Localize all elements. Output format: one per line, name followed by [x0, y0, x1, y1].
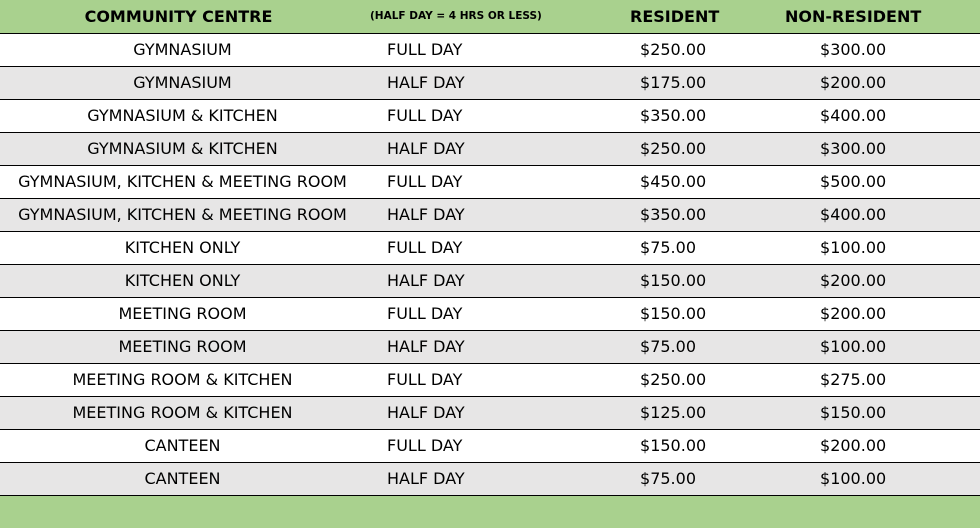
duration-cell: HALF DAY [365, 330, 595, 363]
resident-price-cell: $250.00 [595, 363, 865, 396]
duration-cell: FULL DAY [365, 363, 595, 396]
resident-price-cell: $75.00 [595, 231, 865, 264]
resident-price-cell: $150.00 [595, 264, 865, 297]
resident-price-cell: $350.00 [595, 198, 865, 231]
duration-cell: HALF DAY [365, 264, 595, 297]
duration-cell: FULL DAY [365, 165, 595, 198]
table-row [0, 99, 980, 132]
resident-price-cell: $125.00 [595, 396, 865, 429]
non-resident-price: $300.00 [820, 40, 887, 59]
non-resident-price-cell [820, 165, 980, 198]
duration-cell: HALF DAY [365, 198, 595, 231]
non-resident-price-cell [820, 66, 980, 99]
table-row [0, 231, 980, 264]
footer-bar [0, 495, 980, 528]
non-resident-price: $200.00 [820, 73, 887, 92]
resident-price-cell: $150.00 [595, 297, 865, 330]
duration-cell: HALF DAY [365, 396, 595, 429]
facility-cell: GYMNASIUM [0, 66, 365, 99]
duration-cell: HALF DAY [365, 66, 595, 99]
table-row [0, 165, 980, 198]
facility-cell: CANTEEN [0, 429, 365, 462]
facility-cell: MEETING ROOM & KITCHEN [0, 363, 365, 396]
non-resident-price-cell [820, 396, 980, 429]
resident-price-cell: $150.00 [595, 429, 865, 462]
resident-price-cell: $75.00 [595, 330, 865, 363]
table-row [0, 132, 980, 165]
non-resident-price-cell [820, 99, 980, 132]
non-resident-price-cell [820, 429, 980, 462]
non-resident-price: $200.00 [820, 436, 887, 455]
non-resident-price-cell [820, 330, 980, 363]
duration-cell: FULL DAY [365, 231, 595, 264]
facility-cell: GYMNASIUM & KITCHEN [0, 132, 365, 165]
resident-price-cell: $250.00 [595, 132, 865, 165]
facility-cell: GYMNASIUM [0, 33, 365, 66]
non-resident-price: $200.00 [820, 271, 887, 290]
non-resident-price-cell [820, 132, 980, 165]
non-resident-price-cell [820, 231, 980, 264]
table-row [0, 297, 980, 330]
table-row [0, 462, 980, 495]
non-resident-price-cell [820, 297, 980, 330]
header-row [0, 0, 980, 33]
non-resident-price-cell [820, 363, 980, 396]
table-row [0, 66, 980, 99]
facility-cell: MEETING ROOM & KITCHEN [0, 396, 365, 429]
footer-row [0, 495, 980, 528]
half-day-note-header: (HALF DAY = 4 HRS OR LESS) [365, 0, 595, 33]
table-row [0, 429, 980, 462]
duration-cell: HALF DAY [365, 132, 595, 165]
table-header [0, 0, 980, 33]
non-resident-price: $100.00 [820, 337, 887, 356]
table-row [0, 264, 980, 297]
facility-cell: KITCHEN ONLY [0, 231, 365, 264]
resident-price-cell: $75.00 [595, 462, 865, 495]
non-resident-price-cell [820, 33, 980, 66]
non-resident-price-cell [820, 462, 980, 495]
duration-cell: HALF DAY [365, 462, 595, 495]
non-resident-price: $400.00 [820, 106, 887, 125]
non-resident-price: $300.00 [820, 139, 887, 158]
facility-cell: GYMNASIUM, KITCHEN & MEETING ROOM [0, 165, 365, 198]
non-resident-price-cell [820, 198, 980, 231]
facility-cell: MEETING ROOM [0, 297, 365, 330]
non-resident-column-header [785, 0, 980, 33]
facility-cell: GYMNASIUM, KITCHEN & MEETING ROOM [0, 198, 365, 231]
non-resident-price: $150.00 [820, 403, 887, 422]
non-resident-price: $400.00 [820, 205, 887, 224]
table-row [0, 33, 980, 66]
facility-cell: GYMNASIUM & KITCHEN [0, 99, 365, 132]
resident-price-cell: $450.00 [595, 165, 865, 198]
duration-cell: FULL DAY [365, 33, 595, 66]
non-resident-price: $275.00 [820, 370, 887, 389]
facility-column-header: COMMUNITY CENTRE [0, 0, 365, 33]
resident-price-cell: $350.00 [595, 99, 865, 132]
facility-cell: CANTEEN [0, 462, 365, 495]
facility-cell: MEETING ROOM [0, 330, 365, 363]
resident-column-header: RESIDENT [595, 0, 865, 33]
duration-cell: FULL DAY [365, 429, 595, 462]
duration-cell: FULL DAY [365, 297, 595, 330]
facility-cell: KITCHEN ONLY [0, 264, 365, 297]
non-resident-price: $500.00 [820, 172, 887, 191]
table-row [0, 363, 980, 396]
table-body [0, 33, 980, 495]
resident-price-cell: $250.00 [595, 33, 865, 66]
duration-cell: FULL DAY [365, 99, 595, 132]
non-resident-price: $100.00 [820, 238, 887, 257]
table-row [0, 198, 980, 231]
non-resident-price: $200.00 [820, 304, 887, 323]
table-row [0, 330, 980, 363]
table-row [0, 396, 980, 429]
non-resident-price-cell [820, 264, 980, 297]
non-resident-price: $100.00 [820, 469, 887, 488]
table-footer [0, 495, 980, 528]
non-resident-column-header-label: NON-RESIDENT [785, 6, 922, 26]
resident-price-cell: $175.00 [595, 66, 865, 99]
